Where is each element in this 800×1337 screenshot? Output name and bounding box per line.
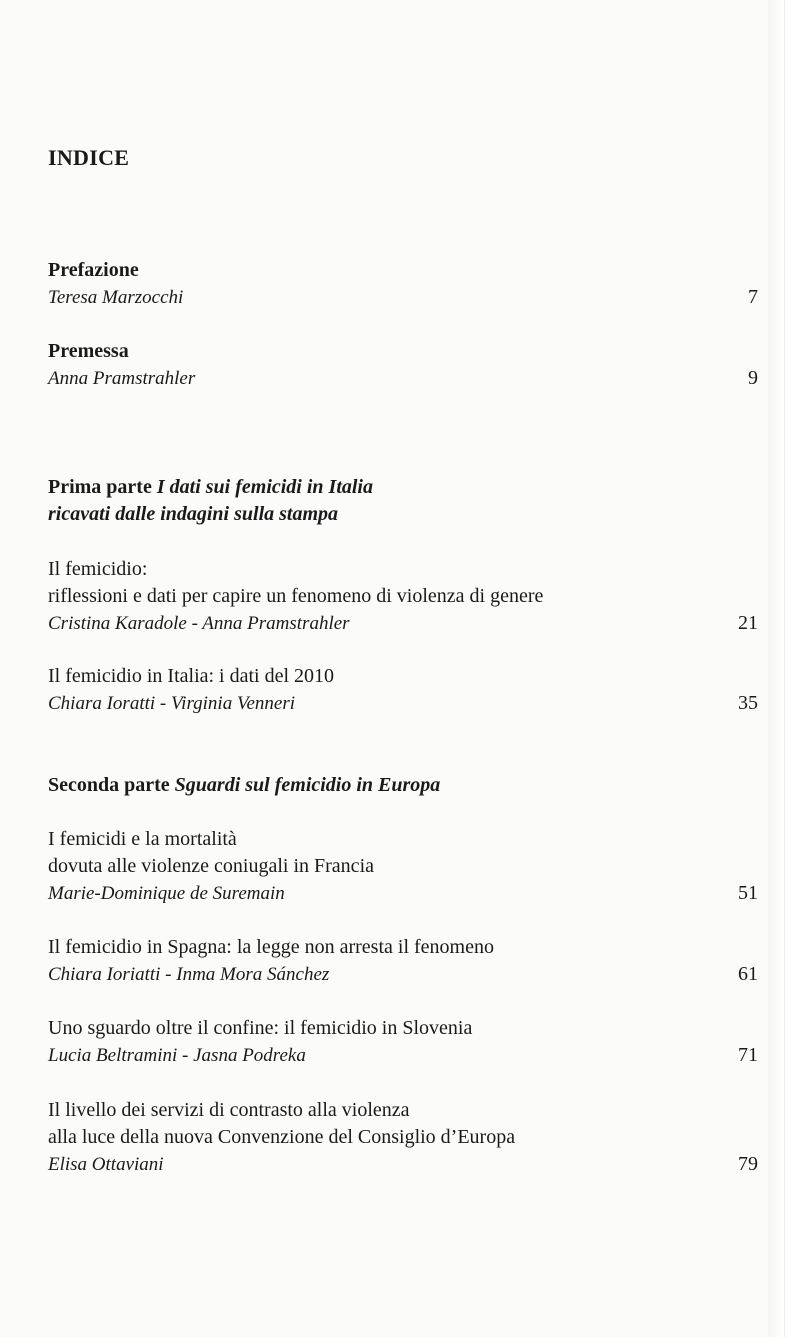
part-title: Sguardi sul femicidio in Europa (174, 774, 441, 796)
page-number: 21 (738, 612, 758, 634)
toc-entry (48, 826, 758, 907)
toc-entry-premessa (48, 338, 758, 392)
page-number: 51 (738, 882, 758, 904)
page-number: 35 (738, 692, 758, 714)
entry-title: Prefazione (48, 259, 139, 281)
part-title-line: ricavati dalle indagini sulla stampa (48, 503, 339, 525)
toc-entry (48, 1097, 758, 1178)
part-label: Prima parte (48, 476, 152, 498)
entry-author: Cristina Karadole - Anna Pramstrahler (48, 613, 350, 634)
entry-author: Marie-Dominique de Suremain (48, 883, 285, 904)
page-number: 9 (748, 367, 758, 389)
entry-title-line: riflessioni e dati per capire un fenomeno di violenza di genere (48, 585, 544, 607)
entry-title-line: I femicidi e la mortalità (48, 828, 237, 850)
entry-title-line: Il femicidio: (48, 558, 148, 580)
toc-entry (48, 556, 758, 637)
page-number: 7 (748, 286, 758, 308)
index-heading: INDICE (48, 145, 130, 170)
toc-entry (48, 1015, 758, 1069)
entry-author: Anna Pramstrahler (48, 368, 196, 389)
entry-title-line: Il femicidio in Spagna: la legge non arresta il fenomeno (48, 936, 494, 958)
page-edge-shadow (768, 0, 784, 1337)
entry-author: Elisa Ottaviani (48, 1154, 164, 1175)
part-two-heading (48, 772, 440, 799)
entry-title-line: Uno sguardo oltre il confine: il femicidio in Slovenia (48, 1017, 473, 1039)
entry-title-line: dovuta alle violenze coniugali in Francia (48, 855, 374, 877)
page-number: 61 (738, 963, 758, 985)
entry-author: Chiara Ioratti - Virginia Venneri (48, 693, 295, 714)
entry-author: Chiara Ioriatti - Inma Mora Sánchez (48, 964, 330, 985)
toc-entry (48, 934, 758, 988)
entry-author: Teresa Marzocchi (48, 287, 184, 308)
page-number: 71 (738, 1044, 758, 1066)
entry-title: Premessa (48, 340, 129, 362)
entry-title-line: alla luce della nuova Convenzione del Consiglio d’Europa (48, 1126, 516, 1148)
part-one-heading (48, 474, 373, 528)
toc-entry (48, 663, 758, 717)
entry-author: Lucia Beltramini - Jasna Podreka (48, 1045, 306, 1066)
toc-entry-prefazione (48, 257, 758, 311)
part-title-line: I dati sui femicidi in Italia (156, 476, 373, 498)
entry-title-line: Il femicidio in Italia: i dati del 2010 (48, 665, 335, 687)
entry-title-line: Il livello dei servizi di contrasto alla violenza (48, 1099, 410, 1121)
page-number: 79 (738, 1153, 758, 1175)
part-label: Seconda parte (48, 774, 170, 796)
